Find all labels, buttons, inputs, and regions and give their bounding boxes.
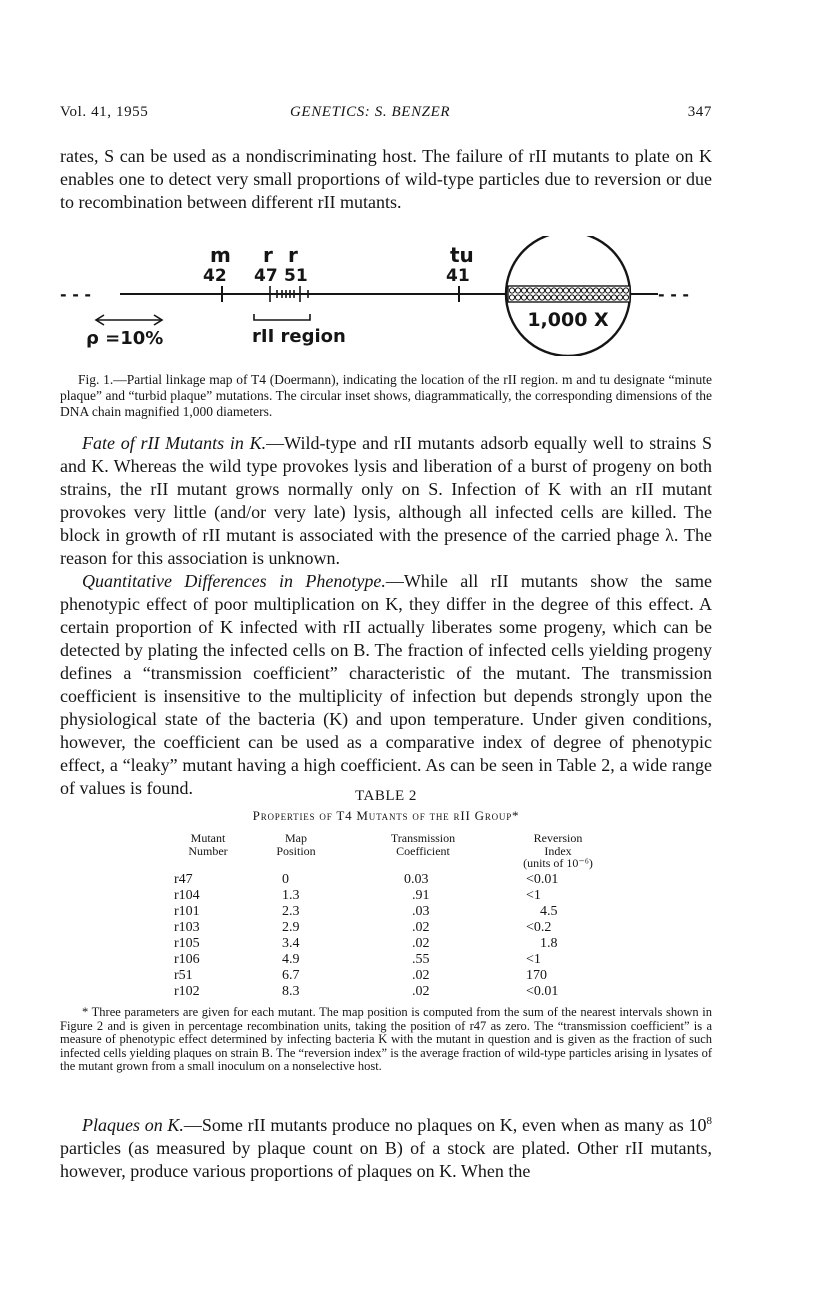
plaques-text: Plaques on K.—Some rII mutants produce no plaques on K, even when as many as $10^8$ particles (as measured by plaque count on B) of a stock are plated. Other rII mutants, however, produce various proportions of plaques on K. When the — [60, 1115, 712, 1181]
figure-caption-text: Fig. 1.—Partial linkage map of T4 (Doermann), indicating the location of the rII region. m and tu designate “minute plaque” and “turbid plaque” mutations. The circular inset shows, diagrammatically, the corresponding dimensions of the DNA chain magnified 1,000 diameters. — [60, 372, 712, 419]
marker-tu-label: tu — [450, 243, 474, 267]
rii-region-label: rII region — [252, 326, 346, 347]
marker-42-label: 42 — [203, 266, 227, 286]
page-number: 347 — [687, 104, 712, 120]
table-footnote-text: * Three parameters are given for each mutant. The map position is computed from the sum of the nearest intervals shown in Figure 2 and is given in percentage recombination units, taking the position of r47 as zero. The “transmission coefficient” is a measure of phenotypic effect determined by infecting bacteria K with the mutant in question and is given as the fraction of such infected cells yielding plaques on strain B. The “reversion index” is the average fraction of wild-type particles arising in lysates of the mutant grown from a small inoculum on a nonselective host. — [60, 1005, 712, 1073]
dna-chain-band — [508, 286, 630, 302]
marker-r-label-1: r — [263, 243, 273, 267]
intro-paragraph — [60, 145, 712, 214]
fate-heading: Fate of rII Mutants in K. — [82, 433, 267, 453]
table-row: r101 2.3 .03 4.5 — [174, 904, 558, 919]
inset-magnification-label: 1,000 X — [527, 309, 609, 331]
linkage-map-svg — [58, 236, 714, 356]
running-title: GENETICS: S. BENZER — [290, 104, 451, 120]
col-position-header: Map Position — [276, 831, 316, 858]
quant-body: —While all rII mutants show the same phenotypic effect of poor multiplication on K, they differ in the degree of this effect. A certain proportion of K infected with rII actually liberates some progeny, which can be detected by plating the infected cells on B. The fraction of infected cells yielding progeny defines a “transmission coefficient” characteristic of the mutant. The transmission coefficient is insensitive to the multiplicity of infection but depends strongly upon the physiological state of the bacteria (K) and upon temperature. Under given conditions, however, the coefficient can be used as a comparative index of degree of phenotypic effect, a “leaky” mutant having a high coefficient. As can be seen in Table 2, a wide range of values is found. — [60, 571, 712, 798]
quant-heading: Quantitative Differences in Phenotype. — [82, 571, 386, 591]
col-mutant-header: Mutant Number — [188, 831, 228, 858]
marker-m-label: m — [210, 243, 231, 267]
quant-paragraph — [60, 570, 712, 800]
marker-41-label: 41 — [446, 266, 470, 286]
table-row: r106 4.9 .55 <1 — [174, 952, 541, 967]
table-row: r51 6.7 .02 170 — [174, 968, 547, 983]
table-row: r103 2.9 .02 <0.2 — [174, 920, 552, 935]
plaques-paragraph — [60, 1110, 712, 1183]
fate-paragraph — [60, 432, 712, 570]
marker-51-label: 51 — [284, 266, 308, 286]
body-paragraphs — [60, 432, 712, 800]
marker-r-label-2: r — [288, 243, 298, 267]
plaques-heading: Plaques on K. — [82, 1115, 184, 1135]
figure-caption — [60, 372, 712, 420]
table-subtitle: Properties of T4 Mutants of the rII Group* — [252, 808, 520, 823]
plaques-exponent: 8 — [706, 1115, 712, 1127]
table-body — [168, 872, 648, 1000]
table-title: TABLE 2 — [355, 788, 417, 804]
marker-47-label: 47 — [254, 266, 278, 286]
left-dashes: - - - — [60, 285, 92, 304]
table-row: r47 0 0.03 <0.01 — [174, 872, 559, 887]
rii-bracket — [254, 314, 310, 320]
table-row: r105 3.4 .02 1.8 — [174, 936, 558, 951]
fate-body: —Wild-type and rII mutants adsorb equally well to strains S and K. Whereas the wild type provokes lysis and liberation of a burst of progeny on both strains, the rII mutant grows normally only on S. Infection of K with an rII mutant provokes very little (and/or very late) lysis, although all infected cells are killed. The block in growth of rII mutant is associated with the presence of the carried phage λ. The reason for this association is unknown. — [60, 433, 712, 568]
rho-label: ρ =10% — [86, 328, 164, 349]
table-footnote — [60, 1006, 712, 1074]
right-dashes: - - - — [658, 285, 690, 304]
running-header — [60, 104, 712, 126]
linkage-map-figure — [58, 236, 714, 356]
col-coefficient-header: Transmission Coefficient — [390, 831, 456, 858]
table-row: r102 8.3 .02 <0.01 — [174, 984, 559, 999]
intro-text: rates, S can be used as a nondiscriminating host. The failure of rII mutants to plate on K enables one to detect very small proportions of wild-type particles due to reversion or due to recombination between different rII mutants. — [60, 146, 712, 212]
table-row: r104 1.3 .91 <1 — [174, 888, 541, 903]
col-index-header: Reversion Index (units of 10⁻⁶) — [523, 831, 593, 870]
journal-volume: Vol. 41, 1955 — [60, 104, 149, 120]
scale-arrow — [96, 315, 162, 325]
